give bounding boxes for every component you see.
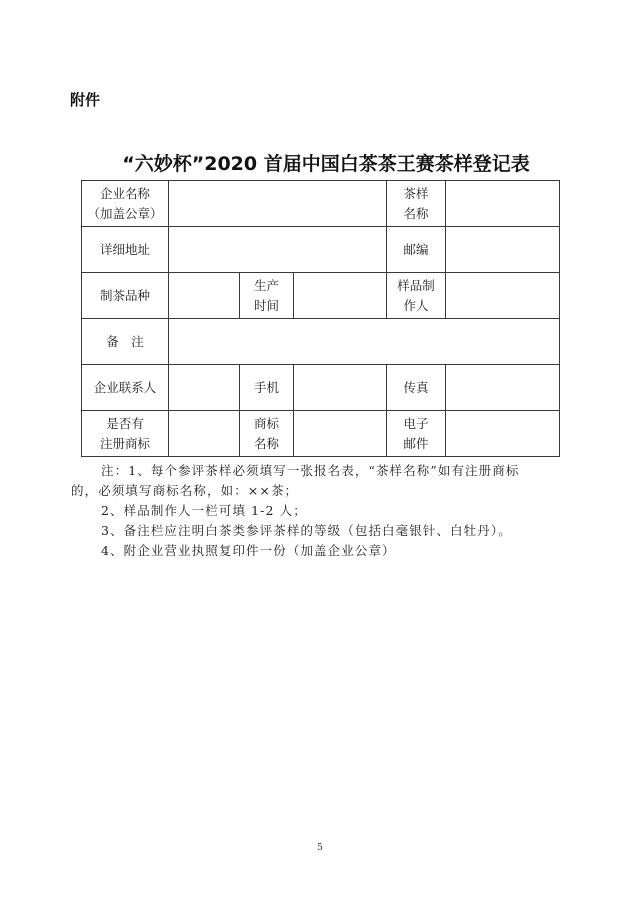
email-field[interactable] [446, 411, 560, 457]
notes-section [71, 461, 571, 561]
registration-form-table [81, 180, 560, 457]
tea-sample-name-field[interactable] [446, 181, 560, 227]
contact-field[interactable] [169, 365, 240, 411]
contact-label: 企业联系人 [82, 365, 169, 411]
page-title: “六妙杯”2020 首届中国白茶茶王赛茶样登记表 [122, 153, 530, 175]
trademark-name-label: 商标 名称 [240, 411, 294, 457]
address-label: 详细地址 [82, 227, 169, 273]
address-field[interactable] [169, 227, 387, 273]
postcode-label: 邮编 [387, 227, 446, 273]
note-line-3: 3、备注栏应注明白茶类参评茶样的等级（包括白毫银针、白牡丹）。 [101, 523, 512, 538]
company-name-label: 企业名称 （加盖公章） [82, 181, 169, 227]
note-line-4: 4、附企业营业执照复印件一份（加盖企业公章） [101, 543, 396, 558]
email-label: 电子 邮件 [387, 411, 446, 457]
page-number: 5 [317, 843, 323, 853]
attachment-label: 附件 [70, 91, 101, 109]
sample-maker-label: 样品制 作人 [387, 273, 446, 319]
remarks-field[interactable] [169, 319, 560, 365]
fax-label: 传真 [387, 365, 446, 411]
company-name-field[interactable] [169, 181, 387, 227]
registered-trademark-label: 是否有 注册商标 [82, 411, 169, 457]
postcode-field[interactable] [446, 227, 560, 273]
table-row [82, 319, 560, 365]
note-line-1: 注：1、每个参评茶样必须填写一张报名表，“茶样名称”如有注册商标 [101, 463, 520, 478]
table-row [82, 181, 560, 227]
remarks-label: 备 注 [82, 319, 169, 365]
mobile-field[interactable] [294, 365, 387, 411]
production-time-field[interactable] [294, 273, 387, 319]
table-row [82, 365, 560, 411]
registered-trademark-field[interactable] [169, 411, 240, 457]
tea-variety-label: 制茶品种 [82, 273, 169, 319]
tea-sample-name-label: 茶样 名称 [387, 181, 446, 227]
fax-field[interactable] [446, 365, 560, 411]
sample-maker-field[interactable] [446, 273, 560, 319]
table-row [82, 273, 560, 319]
tea-variety-field[interactable] [169, 273, 240, 319]
table-row [82, 227, 560, 273]
trademark-name-field[interactable] [294, 411, 387, 457]
note-line-2: 2、样品制作人一栏可填 1-2 人； [101, 503, 307, 518]
production-time-label: 生产 时间 [240, 273, 294, 319]
table-row [82, 411, 560, 457]
mobile-label: 手机 [240, 365, 294, 411]
note-line-1-continued: 的，必须填写商标名称，如：××茶； [71, 483, 299, 498]
